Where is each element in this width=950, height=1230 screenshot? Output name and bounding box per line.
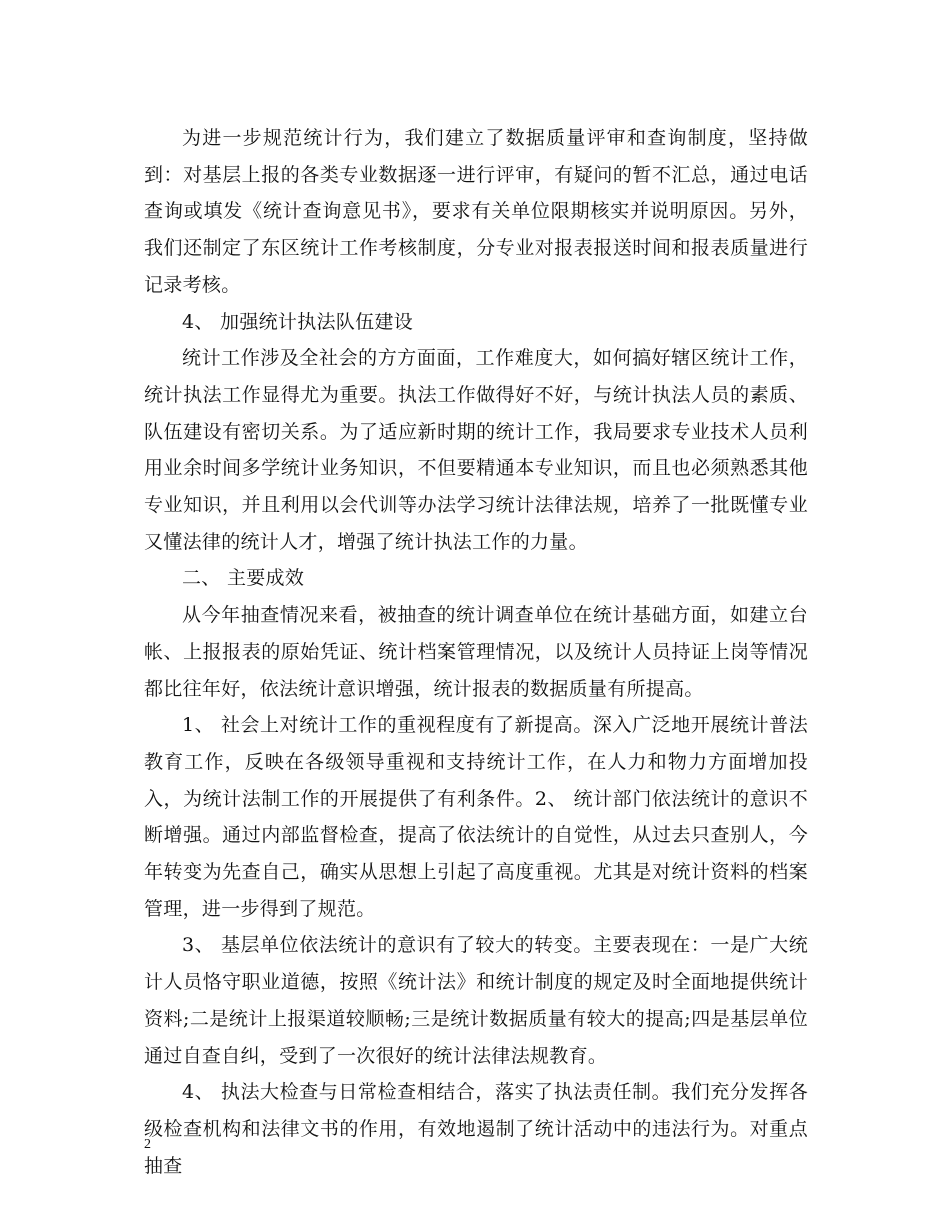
paragraph-inspection-overview: 从今年抽查情况来看，被抽查的统计调查单位在统计基础方面，如建立台帐、上报报表的原始凭证、统计档案管理情况，以及统计人员持证上岗等情况都比往年好，依法统计意识增强，统计报表的数据质量有所提高。	[144, 604, 808, 700]
document-body	[144, 120, 808, 1184]
heading-main-results: 二、 主要成效	[182, 567, 305, 590]
paragraph-result-3: 3、 基层单位依法统计的意识有了较大的转变。主要表现在：一是广大统计人员恪守职业道德，按照《统计法》和统计制度的规定及时全面地提供统计资料;二是统计上报渠道较顺畅;三是统计数据质量有较大的提高;四是基层单位通过自查自纠，受到了一次很好的统计法律法规教育。	[144, 934, 808, 1067]
paragraph-result-4: 4、 执法大检查与日常检查相结合，落实了执法责任制。我们充分发挥各级检查机构和法律文书的作用，有效地遏制了统计活动中的违法行为。对重点抽查	[144, 1081, 808, 1177]
page-number: 2	[144, 1137, 151, 1152]
paragraph-data-review: 为进一步规范统计行为，我们建立了数据质量评审和查询制度，坚持做到：对基层上报的各类专业数据逐一进行评审，有疑问的暂不汇总，通过电话查询或填发《统计查询意见书》，要求有关单位限期核实并说明原因。另外，我们还制定了东区统计工作考核制度，分专业对报表报送时间和报表质量进行记录考核。	[144, 127, 808, 296]
paragraph-enforcement-team: 统计工作涉及全社会的方方面面，工作难度大，如何搞好辖区统计工作，统计执法工作显得尤为重要。执法工作做得好不好，与统计执法人员的素质、队伍建设有密切关系。为了适应新时期的统计工作，我局要求专业技术人员利用业余时间多学统计业务知识，不但要精通本专业知识，而且也必须熟悉其他专业知识，并且利用以会代训等办法学习统计法律法规，培养了一批既懂专业又懂法律的统计人才，增强了统计执法工作的力量。	[144, 347, 808, 553]
paragraph-result-1-2: 1、 社会上对统计工作的重视程度有了新提高。深入广泛地开展统计普法教育工作，反映在各级领导重视和支持统计工作，在人力和物力方面增加投入，为统计法制工作的开展提供了有利条件。2、 统计部门依法统计的意识不断增强。通过内部监督检查，提高了依法统计的自觉性，从过去只查别人，今年转变为先查自己，确实从思想上引起了高度重视。尤其是对统计资料的档案管理，进一步得到了规范。	[144, 714, 808, 920]
heading-enforcement-team: 4、 加强统计执法队伍建设	[182, 310, 414, 333]
